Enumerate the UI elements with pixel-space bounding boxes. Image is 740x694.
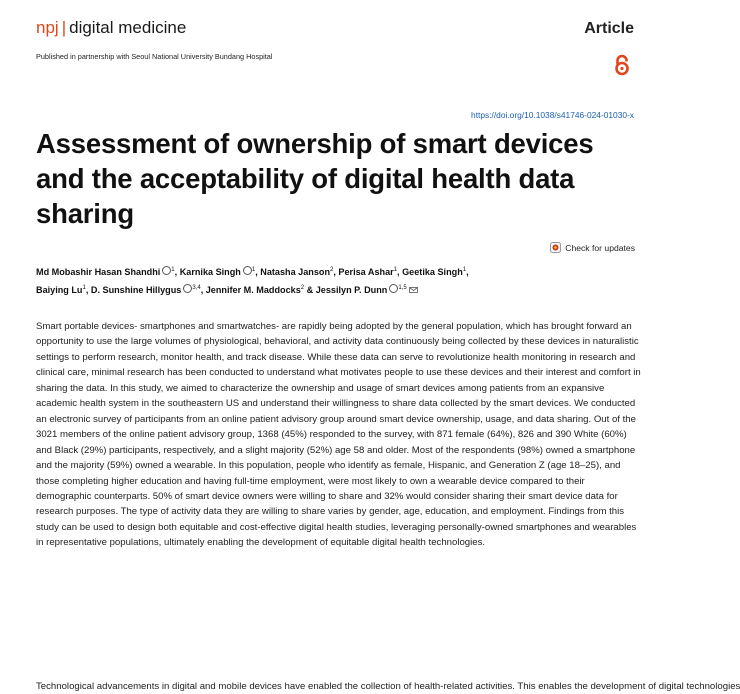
journal-separator: | (61, 18, 67, 37)
journal-masthead[interactable] (36, 18, 186, 38)
author-separator: , (333, 267, 339, 278)
author-name[interactable]: Md Mobashir Hasan Shandhi (36, 267, 161, 278)
author-separator: , (200, 285, 206, 296)
check-for-updates-icon (550, 242, 561, 253)
author-name[interactable]: Karnika Singh (179, 267, 241, 278)
article-title: Assessment of ownership of smart devices and the acceptability of digital health data sharing (36, 128, 594, 229)
orcid-icon[interactable] (162, 266, 171, 275)
orcid-icon[interactable] (183, 284, 192, 293)
journal-prefix: npj (36, 18, 59, 37)
author-name[interactable]: Natasha Janson (260, 267, 331, 278)
partnership-note: Published in partnership with Seoul National University Bundang Hospital (36, 52, 273, 61)
open-access-icon[interactable] (614, 54, 630, 76)
author-affiliation: 1,5 (398, 285, 407, 292)
author-affiliation: 1 (82, 285, 86, 292)
author-separator: & (304, 285, 316, 296)
check-for-updates-button[interactable] (550, 242, 635, 253)
email-icon[interactable] (409, 287, 418, 293)
author-affiliation: 1 (462, 267, 467, 273)
article-type-label: Article (584, 20, 634, 37)
orcid-icon[interactable] (243, 266, 252, 275)
body-text-start: Technological advancements in digital and mobile devices have enabled the collection of health-related activities. This enables the development of digital technologies (36, 681, 740, 692)
author-list (36, 262, 636, 298)
journal-name: digital medicine (69, 18, 187, 37)
orcid-icon[interactable] (389, 284, 398, 293)
author-affiliation: 1 (171, 267, 175, 273)
author-separator: , (174, 267, 180, 278)
abstract: Smart portable devices- smartphones and smartwatches- are rapidly being adopted by the general population, which has brought forward an opportunity to use the large volumes of physiological, behavioral, and activity data continuously being collected by these devices in naturalistic settings to perform research, monitor health, and track disease. While these data can serve to revolutionize health monitoring in research and clinical care, minimal research has been conducted to understand what motivates people to use these devices and their interest and comfort in sharing the data. In this study, we aimed to characterize the ownership and usage of smart devices among patients from an expansive academic health system in the southeastern US and understand their willingness to share data collected by the smart devices. We conducted an electronic survey of participants from an online patient advisory group around smart device ownership, usage, and data sharing. Out of the 3021 members of the online patient advisory group, 1368 (45%) responded to the survey, with 871 female (64%), 826 and 390 White (60%) and Black (29%) participants, respectively, and a slight majority (52%) age 58 and older. Most of the respondents (98%) owned a smartphone and the majority (59%) owned a wearable. In this population, people who identify as female, Hispanic, and Generation Z (age 18–25), and those completing higher education and having full-time employment, were most likely to own a wearable device compared to their demographic counterparts. 50% of smart device owners were willing to share and 32% would consider sharing their smart device data for research purposes. The type of activity data they are willing to share varies by gender, age, education, and employment. Findings from this study can be used to design both equitable and cost-effective digital health studies, leveraging personally-owned smartphones and wearables in representative populations, ultimately enabling the development of equitable digital health technologies. (36, 321, 641, 549)
author-affiliation: 3,4 (192, 285, 201, 292)
author-affiliation: 2 (330, 267, 334, 273)
author-separator: , (85, 285, 91, 296)
author-separator: , (466, 267, 469, 278)
author-affiliation: 1 (251, 267, 256, 273)
author-affiliation: 1 (393, 267, 398, 273)
author-name[interactable]: Jessilyn P. Dunn (315, 285, 388, 296)
author-name[interactable]: Perisa Ashar (338, 267, 394, 278)
doi-link[interactable]: https://doi.org/10.1038/s41746-024-01030-x (471, 110, 634, 120)
author-name[interactable]: Geetika Singh (402, 267, 463, 278)
author-name[interactable]: Baiying Lu (36, 285, 83, 296)
author-separator: , (255, 267, 261, 278)
author-name[interactable]: Jennifer M. Maddocks (205, 285, 301, 296)
check-for-updates-label: Check for updates (565, 242, 635, 253)
author-separator: , (397, 267, 403, 278)
author-name[interactable]: D. Sunshine Hillygus (90, 285, 182, 296)
author-affiliation: 2 (300, 285, 305, 292)
